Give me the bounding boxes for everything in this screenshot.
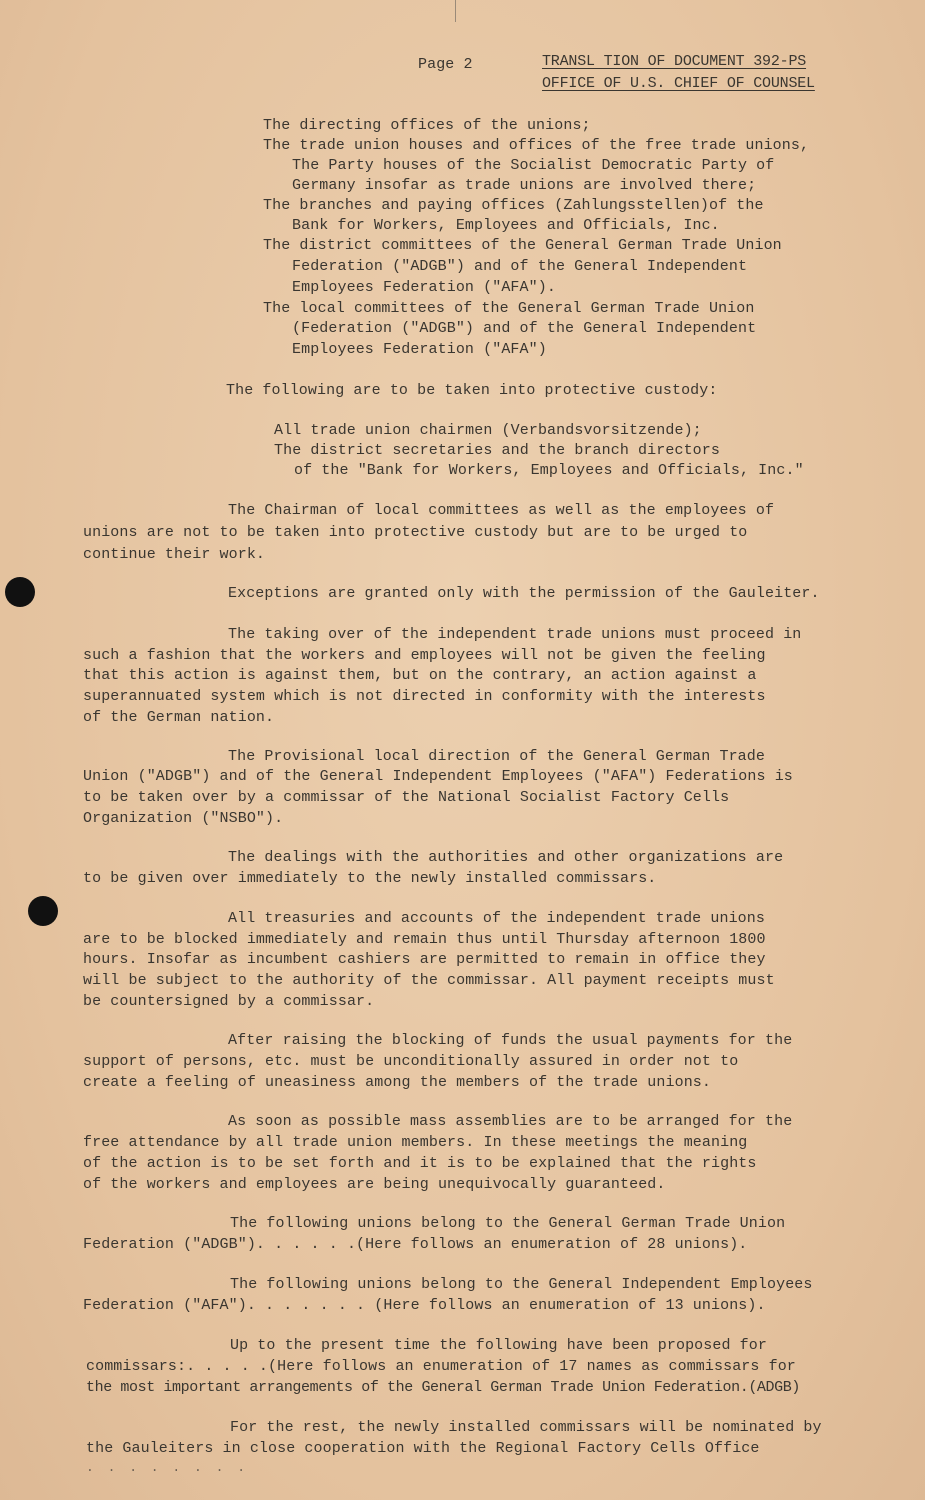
paragraph-line: will be subject to the authority of the commissar. All payment receipts must <box>83 972 775 989</box>
list-item: Employees Federation ("AFA") <box>292 341 547 358</box>
list-item: Bank for Workers, Employees and Officials, Inc. <box>292 217 720 234</box>
paragraph-line: of the workers and employees are being unequivocally guaranteed. <box>83 1176 666 1193</box>
paragraph-line: create a feeling of uneasiness among the members of the trade unions. <box>83 1074 712 1091</box>
list-item: (Federation ("ADGB") and of the General Independent <box>292 320 757 337</box>
punch-hole-bottom <box>28 896 58 926</box>
custody-item: of the "Bank for Workers, Employees and Officials, Inc." <box>294 462 804 479</box>
paragraph-line: unions are not to be taken into protective custody but are to be urged to <box>83 524 748 541</box>
document-header <box>542 52 815 94</box>
paragraph-line: As soon as possible mass assemblies are to be arranged for the <box>228 1113 793 1130</box>
paragraph-line: that this action is against them, but on the contrary, an action against a <box>83 667 757 684</box>
paragraph-line: All treasuries and accounts of the independent trade unions <box>228 910 765 927</box>
punch-hole-top <box>5 577 35 607</box>
paragraph-line: are to be blocked immediately and remain thus until Thursday afternoon 1800 <box>83 931 766 948</box>
paragraph-line: For the rest, the newly installed commissars will be nominated by <box>230 1419 822 1436</box>
custody-item: The district secretaries and the branch directors <box>274 442 720 459</box>
paragraph-line: support of persons, etc. must be unconditionally assured in order not to <box>83 1053 739 1070</box>
list-item: The district committees of the General German Trade Union <box>263 237 782 254</box>
paragraph-line: Up to the present time the following have been proposed for <box>230 1337 767 1354</box>
custody-intro: The following are to be taken into protective custody: <box>226 382 718 399</box>
paragraph-line: commissars:. . . . .(Here follows an enumeration of 17 names as commissars for <box>86 1358 796 1375</box>
paragraph-line: free attendance by all trade union members. In these meetings the meaning <box>83 1134 748 1151</box>
paragraph-line: Federation ("AFA"). . . . . . . (Here follows an enumeration of 13 unions). <box>83 1297 766 1314</box>
list-item: The local committees of the General German Trade Union <box>263 300 755 317</box>
paragraph-line: to be taken over by a commissar of the National Socialist Factory Cells <box>83 789 730 806</box>
paragraph-line: Union ("ADGB") and of the General Independent Employees ("AFA") Federations is <box>83 768 793 785</box>
list-item: The branches and paying offices (Zahlungsstellen)of the <box>263 197 764 214</box>
paragraph-line: The following unions belong to the General Independent Employees <box>230 1276 813 1293</box>
paragraph-line: After raising the blocking of funds the usual payments for the <box>228 1032 793 1049</box>
paragraph-line: hours. Insofar as incumbent cashiers are permitted to remain in office they <box>83 951 766 968</box>
trailing-marks: . . . . . . . . <box>86 1460 249 1475</box>
custody-item: All trade union chairmen (Verbandsvorsitzende); <box>274 422 702 439</box>
paragraph-line: The taking over of the independent trade unions must proceed in <box>228 626 802 643</box>
paragraph-line: superannuated system which is not directed in conformity with the interests <box>83 688 766 705</box>
paragraph-line: The dealings with the authorities and other organizations are <box>228 849 784 866</box>
paragraph-line: Federation ("ADGB"). . . . . .(Here follows an enumeration of 28 unions). <box>83 1236 748 1253</box>
paragraph-line: The following unions belong to the General German Trade Union <box>230 1215 786 1232</box>
list-item: The trade union houses and offices of the free trade unions, <box>263 137 810 154</box>
paragraph-line: The Chairman of local committees as well as the employees of <box>228 502 775 519</box>
paper-fold-mark <box>455 0 456 22</box>
paragraph-line: to be given over immediately to the newly installed commissars. <box>83 870 657 887</box>
office-title: OFFICE OF U.S. CHIEF OF COUNSEL <box>542 75 815 92</box>
paragraph-line: Organization ("NSBO"). <box>83 810 284 827</box>
list-item: The Party houses of the Socialist Democratic Party of <box>292 157 775 174</box>
paragraph-line: of the action is to be set forth and it is to be explained that the rights <box>83 1155 757 1172</box>
paragraph-line: the most important arrangements of the General German Trade Union Federation.(ADGB) <box>86 1379 800 1396</box>
paragraph-line: of the German nation. <box>83 709 275 726</box>
paragraph-line: the Gauleiters in close cooperation with the Regional Factory Cells Office <box>86 1440 760 1457</box>
paragraph-line: be countersigned by a commissar. <box>83 993 375 1010</box>
paragraph-line: The Provisional local direction of the General German Trade <box>228 748 765 765</box>
list-item: Federation ("ADGB") and of the General Independent <box>292 258 748 275</box>
page-number: Page 2 <box>418 56 473 73</box>
paragraph-line: such a fashion that the workers and employees will not be given the feeling <box>83 647 766 664</box>
paragraph-line: continue their work. <box>83 546 266 563</box>
list-item: Employees Federation ("AFA"). <box>292 279 556 296</box>
paragraph-line: Exceptions are granted only with the permission of the Gauleiter. <box>228 585 820 602</box>
list-item: Germany insofar as trade unions are involved there; <box>292 177 757 194</box>
document-title: TRANSL TION OF DOCUMENT 392-PS <box>542 53 807 70</box>
list-item: The directing offices of the unions; <box>263 117 591 134</box>
